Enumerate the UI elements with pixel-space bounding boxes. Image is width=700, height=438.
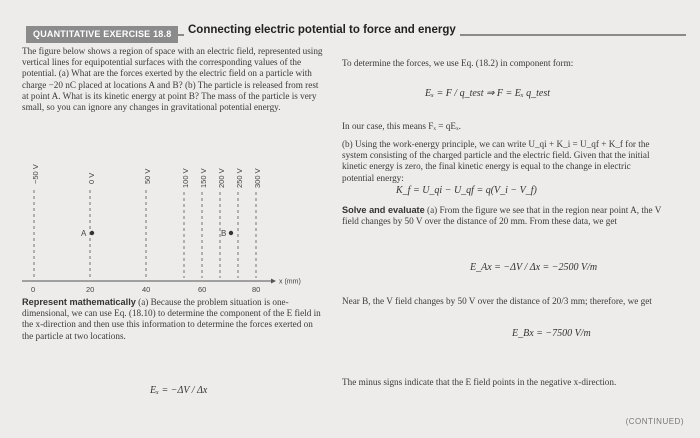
solve-text: (a) From the figure we see that in the region near point A, the V field changes by 50 V over the distance of 20 mm. From these data, we get	[342, 205, 662, 227]
intro-text: To determine the forces, we use Eq. (18.2) in component form:	[342, 58, 574, 68]
force-equation: Eₓ = F / q_test ⇒ F = Eₓ q_test	[425, 88, 551, 99]
part-b-text: (b) Using the work-energy principle, we can write U_qi + K_i = U_qf + K_f for the system consisting of the charged particle and the electric field. Given that the initial kinetic energy is zero, the final kinetic energy is equal to the change in electric potential energy:	[342, 139, 650, 183]
x-axis-label: x (mm)	[279, 278, 301, 286]
axis-tick: 20	[86, 285, 95, 292]
energy-equation: K_f = U_qi − U_qf = q(V_i − V_f)	[396, 185, 537, 196]
exercise-title: Connecting electric potential to force and energy	[184, 24, 460, 36]
near-b-text: Near B, the V field changes by 50 V over the distance of 20/3 mm; therefore, we get	[342, 296, 652, 306]
represent-heading: Represent mathematically	[22, 297, 136, 307]
axis-tick: 40	[142, 285, 151, 292]
potential-label: −50 V	[31, 164, 40, 184]
in-our-case-text: In our case, this means Fₓ = qEₓ.	[342, 121, 461, 131]
exercise-badge: QUANTITATIVE EXERCISE 18.8	[26, 26, 178, 43]
solve-heading: Solve and evaluate	[342, 205, 425, 215]
problem-statement: The figure below shows a region of space with an electric field, represented using vertical lines for equipotential surfaces with the corresponding values of the potential. (a) What are the forces exerted by the electric field on a particle with charge −20 nC placed at locations A and B? (b) The particle is released from rest at point A. What is its kinetic energy at point B? The mass of the particle is very small, so you can ignore any changes in gravitational potential energy.	[22, 46, 323, 113]
solve-section	[342, 205, 664, 227]
x-axis-arrow	[271, 279, 276, 284]
potential-label: 100 V	[181, 168, 190, 188]
axis-tick: 80	[252, 285, 261, 292]
equipotential-figure	[18, 152, 318, 292]
potential-label: 300 V	[253, 168, 262, 188]
potential-label: 50 V	[143, 168, 152, 184]
minus-sign-text: The minus signs indicate that the E field points in the negative x-direction.	[342, 377, 617, 387]
potential-label: 0 V	[87, 172, 96, 184]
point-a-marker	[90, 231, 94, 235]
point-b-marker	[229, 231, 233, 235]
eb-equation: E_Bx = −7500 V/m	[512, 328, 591, 339]
continued-label: (CONTINUED)	[625, 417, 684, 426]
ea-equation: E_Ax = −ΔV / Δx = −2500 V/m	[470, 262, 598, 273]
potential-label: 200 V	[217, 168, 226, 188]
potential-label: 250 V	[235, 168, 244, 188]
point-a-label: A	[81, 229, 87, 238]
axis-tick: 0	[31, 285, 36, 292]
represent-text: (a) Because the problem situation is one-dimensional, we can use Eq. (18.10) to determine the component of the E field in the x-direction and then use this information to determine the forces exerted on the particle at two locations.	[22, 297, 321, 341]
represent-section	[22, 297, 322, 342]
field-equation: Eₓ = −ΔV / Δx	[150, 385, 208, 396]
potential-label: 150 V	[199, 168, 208, 188]
point-b-label: B	[221, 229, 227, 238]
axis-tick: 60	[198, 285, 207, 292]
